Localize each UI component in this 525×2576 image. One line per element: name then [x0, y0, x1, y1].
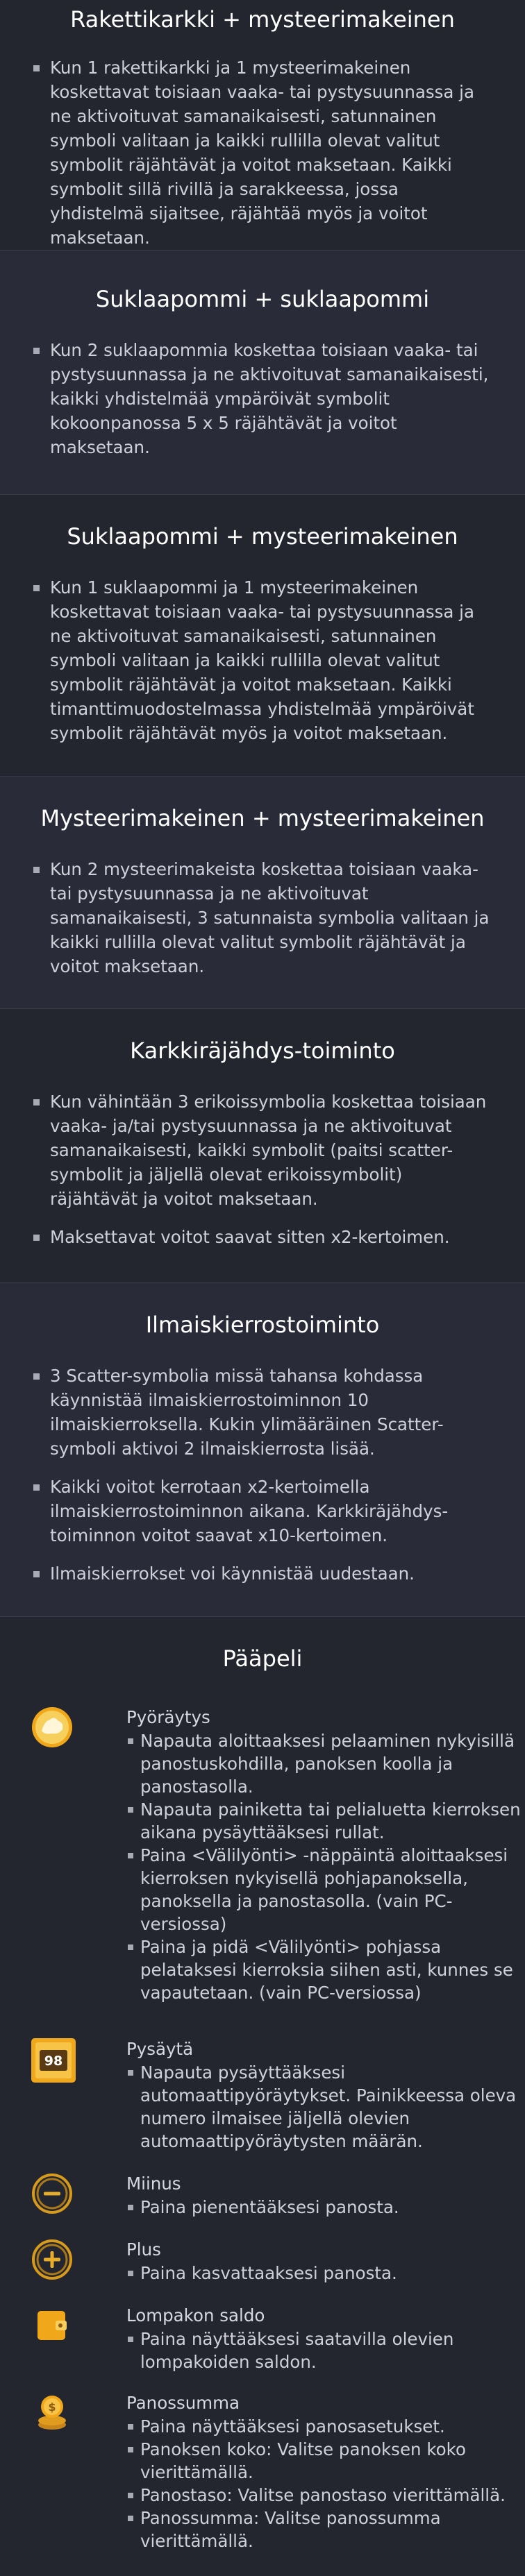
section-title: Suklaapommi + mysteerimakeinen: [67, 523, 458, 550]
feature-item: Paina ja pidä <Välilyönti> pohjassa pelataksesi kierroksia siihen asti, kunnes se vapautetaan. (vain PC-versiossa): [126, 1935, 525, 2004]
section-title: Mysteerimakeinen + mysteerimakeinen: [40, 805, 485, 831]
feature-item: Paina pienentääksesi panosta.: [126, 2196, 525, 2219]
feature-item: Paina näyttääksesi panosasetukset.: [126, 2415, 525, 2438]
autoplay-count: 98: [44, 2053, 63, 2069]
section-title: Ilmaiskierrostoiminto: [145, 1312, 380, 1338]
autoplay-stop-icon[interactable]: [31, 2037, 74, 2081]
rule-item: Kaikki voitot kerrotaan x2-kertoimella ilmaiskierrostoiminnon aikana. Karkkiräjähdys-toiminnon voitot saavat x10-kertoimen.: [32, 1475, 493, 1548]
plus-icon[interactable]: [31, 2238, 74, 2281]
feature-list: [126, 1729, 525, 2004]
feature-item: Napauta aloittaaksesi pelaaminen nykyisillä panostuskohdilla, panoksen koolla ja panostasolla.: [126, 1729, 525, 1798]
rule-item: Maksettavat voitot saavat sitten x2-kertoimen.: [32, 1225, 493, 1249]
feature-item: Paina näyttääksesi saatavilla olevien lompakoiden saldon.: [126, 2328, 525, 2373]
feature-title: Panossumma: [126, 2393, 240, 2413]
feature-item: Paina <Välilyönti> -näppäintä aloittaaksesi kierroksen nykyisellä pohjapanoksella, panoksella ja panostasolla. (vain PC-versiossa): [126, 1844, 525, 1935]
feature-body: [126, 2391, 525, 2552]
rule-item: Kun 2 suklaapommia koskettaa toisiaan vaaka- tai pystysuunnassa ja ne aktivoituvat samanaikaisesti, kaikki yhdistelmää ympäröivät symbolit kokoonpanossa 5 x 5 räjähtävät ja voitot maksetaan.: [32, 338, 493, 459]
rules-list: [32, 1090, 493, 1249]
section-mystery-mystery: [0, 777, 525, 1008]
section-bomb-bomb: [0, 251, 525, 494]
feature-body: [126, 1706, 525, 2004]
feature-item: Panossumma: Valitse panossumma vierittämällä.: [126, 2507, 525, 2552]
section-title: Rakettikarkki + mysteerimakeinen: [70, 6, 455, 33]
section-title: Pääpeli: [222, 1645, 303, 1672]
feature-list: [126, 2262, 525, 2285]
section-free-spins: [0, 1283, 525, 1616]
feature-item: Napauta painiketta tai pelialuetta kierroksen aikana pysäyttääksesi rullat.: [126, 1798, 525, 1844]
rules-list: [32, 338, 493, 459]
feature-title: Plus: [126, 2239, 161, 2260]
feature-item: Panoksen koko: Valitse panoksen koko vierittämällä.: [126, 2438, 525, 2484]
section-rocket-mystery: [0, 0, 525, 250]
feature-item: Paina kasvattaaksesi panosta.: [126, 2262, 525, 2285]
feature-list: [126, 2415, 525, 2552]
rules-list: [32, 1364, 493, 1586]
feature-item: Panostaso: Valitse panostaso vierittämällä.: [126, 2484, 525, 2507]
coins-icon[interactable]: [31, 2391, 74, 2434]
feature-list: [126, 2061, 525, 2153]
section-title: Suklaapommi + suklaapommi: [95, 286, 430, 312]
rule-item: Kun 2 mysteerimakeista koskettaa toisiaan vaaka- tai pystysuunnassa ja ne aktivoituvat samanaikaisesti, 3 satunnaista symbolia valitaan ja kaikki rullilla olevat valitut symbolit räjähtävät ja voitot maksetaan.: [32, 857, 493, 978]
feature-body: [126, 2172, 525, 2219]
feature-title: Miinus: [126, 2174, 181, 2194]
wallet-icon[interactable]: [31, 2304, 74, 2347]
rules-list: [32, 857, 493, 978]
section-candy-blast: [0, 1009, 525, 1282]
feature-list: [126, 2328, 525, 2373]
rule-item: Kun 1 suklaapommi ja 1 mysteerimakeinen koskettavat toisiaan vaaka- tai pystysuunnassa ja ne aktivoituvat samanaikaisesti, satunnainen symboli valitaan ja kaikki rullilla olevat valitut symbolit räjähtävät ja voitot maksetaan. Kaikki timanttimuodostelmassa yhdistelmää ympäröivät symbolit räjähtävät myös ja voitot maksetaan.: [32, 575, 493, 745]
feature-body: [126, 2238, 525, 2285]
section-main-game: [0, 1617, 525, 2576]
section-title: Karkkiräjähdys-toiminto: [130, 1037, 395, 1064]
feature-title: Lompakon saldo: [126, 2305, 265, 2325]
section-bomb-mystery: [0, 495, 525, 776]
minus-icon[interactable]: [31, 2172, 74, 2215]
feature-item: Napauta pysäyttääksesi automaattipyöräytykset. Painikkeessa oleva numero ilmaisee jäljellä olevien automaattipyöräytysten määrän.: [126, 2061, 525, 2153]
feature-list: [126, 2196, 525, 2219]
svg-text:$: $: [48, 2400, 56, 2414]
feature-title: Pysäytä: [126, 2039, 194, 2059]
rule-item: 3 Scatter-symbolia missä tahansa kohdassa käynnistää ilmaiskierrostoiminnon 10 ilmaiskierroksella. Kukin ylimääräinen Scatter-symboli aktivoi 2 ilmaiskierrosta lisää.: [32, 1364, 493, 1461]
rules-list: [32, 575, 493, 745]
rule-item: Ilmaiskierrokset voi käynnistää uudestaan.: [32, 1561, 493, 1586]
rule-item: Kun 1 rakettikarkki ja 1 mysteerimakeinen koskettavat toisiaan vaaka- tai pystysuunnassa ja ne aktivoituvat samanaikaisesti, satunnainen symboli valitaan ja kaikki rullilla olevat valitut symbolit räjähtävät ja voitot maksetaan. Kaikki symbolit sillä rivillä ja sarakkeessa, jossa yhdistelmä sijaitsee, räjähtää myös ja voitot maksetaan.: [32, 56, 493, 250]
spin-icon[interactable]: [31, 1706, 74, 1749]
feature-body: [126, 2037, 525, 2153]
rule-item: Kun vähintään 3 erikoissymbolia koskettaa toisiaan vaaka- ja/tai pystysuunnassa ja ne aktivoituvat samanaikaisesti, kaikki symbolit (paitsi scatter-symbolit ja jäljellä olevat erikoissymbolit) räjähtävät ja voitot maksetaan.: [32, 1090, 493, 1211]
feature-body: [126, 2304, 525, 2373]
feature-title: Pyöräytys: [126, 1707, 210, 1727]
rules-list: [32, 56, 493, 250]
